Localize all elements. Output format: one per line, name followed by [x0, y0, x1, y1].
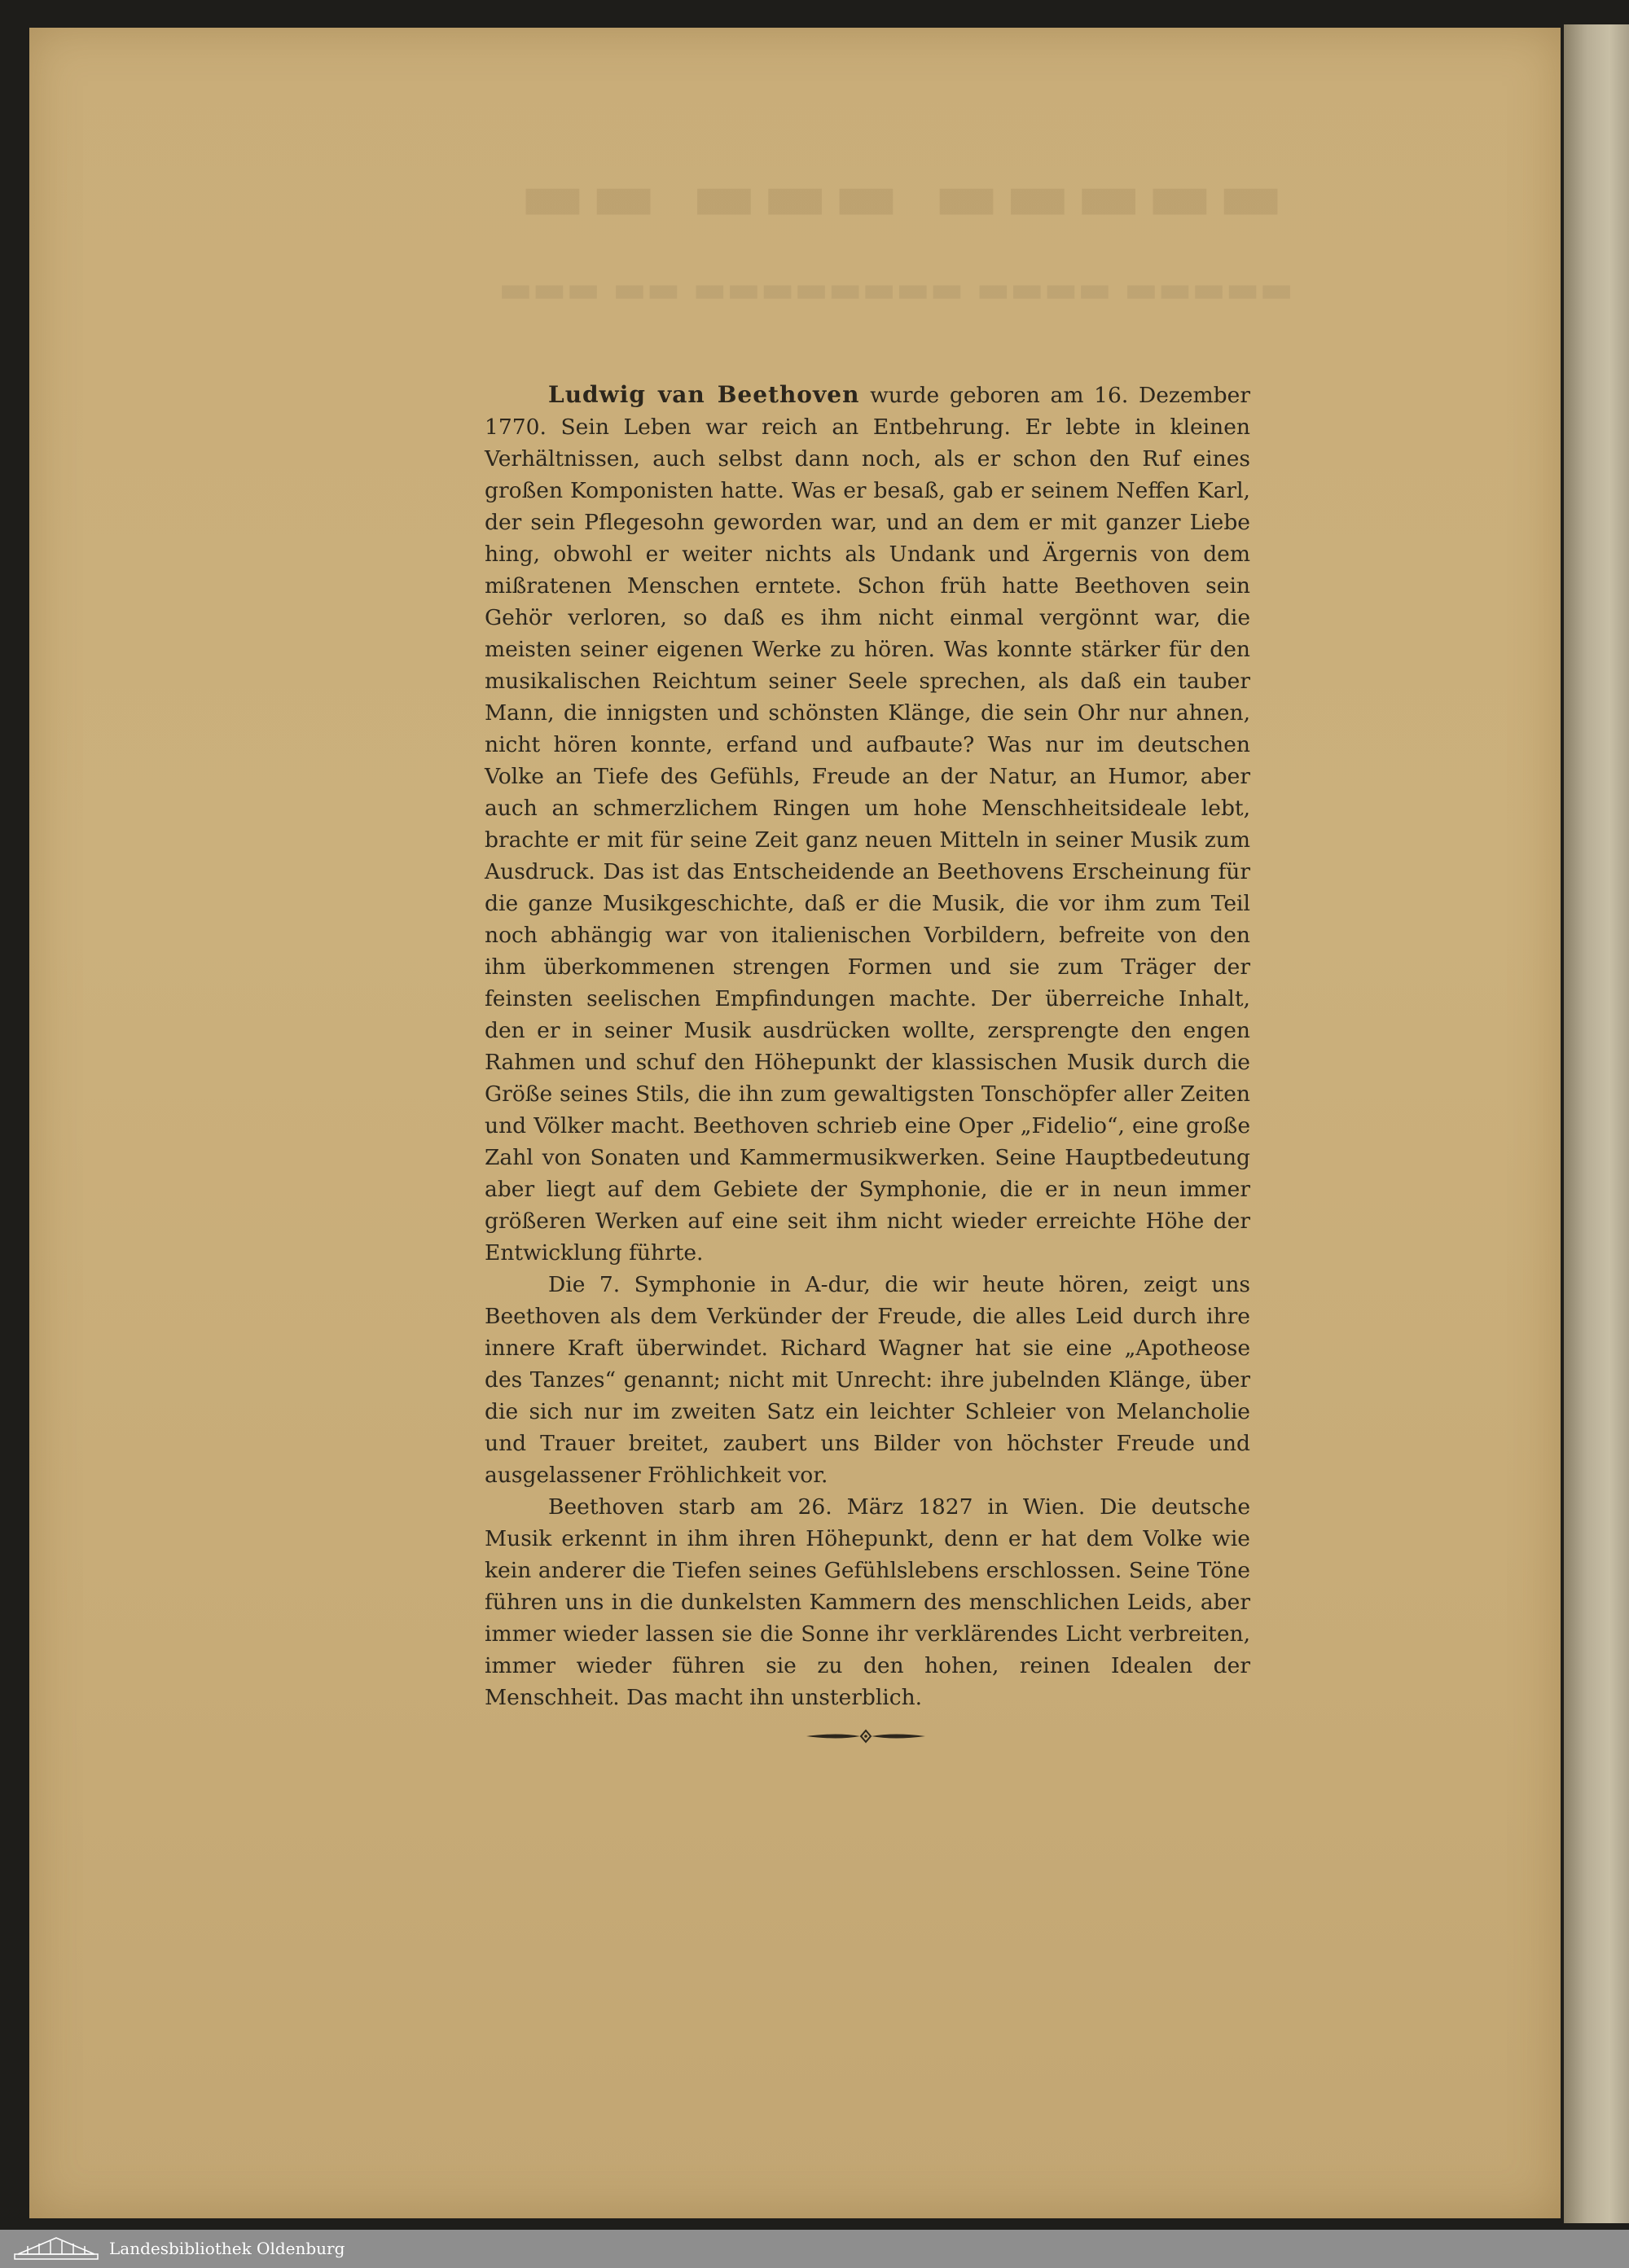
paragraph-3: Beethoven starb am 26. März 1827 in Wien. Die deutsche Musik erkennt in ihm ihren Höhepunkt, denn er hat dem Volke wie kein anderer die Tiefen seines Gefühlslebens erschlossen. Seine Töne führen uns in die dunkelsten Kammern des menschlichen Leids, aber immer wieder lassen sie die Sonne ihr verklärendes Licht verbreiten, immer wieder führen sie zu den hohen, reinen Idealen der Menschheit. Das macht ihn unsterblich. [485, 1494, 1250, 1710]
paragraph-2: Die 7. Symphonie in A-dur, die wir heute hören, zeigt uns Beethoven als dem Verkünder der Freude, die alles Leid durch ihre innere Kraft überwindet. Richard Wagner hat sie eine „Apotheose des Tanzes“ genannt; nicht mit Unrecht: ihre jubelnden Klänge, über die sich nur im zweiten Satz ein leichter Schleier von Melancholie und Trauer breitet, zaubert uns Bilder von höchster Freude und ausgelassener Fröhlichkeit vor. [485, 1272, 1250, 1488]
footer-bar [0, 2230, 1629, 2268]
book-spine-edge [1564, 24, 1629, 2223]
paragraph-1 [485, 379, 1250, 1269]
footer-institution-label: Landesbibliothek Oldenburg [109, 2239, 345, 2258]
article-body [485, 379, 1250, 1713]
bleed-through-subtitle-decoration: ▬▬▬ ▬▬ ▬▬▬▬▬▬▬▬ ▬▬▬▬ ▬▬▬▬▬ [498, 269, 1293, 310]
library-building-icon [11, 2235, 101, 2262]
bleed-through-title-decoration: ▬▬ ▬▬▬ ▬▬▬▬▬ [519, 155, 1289, 237]
ornamental-divider-icon [805, 1729, 927, 1744]
paragraph-1-text: wurde geboren am 16. Dezember 1770. Sein Leben war reich an Entbehrung. Er lebte in kleinen Verhältnissen, auch selbst dann noch, als er schon den Ruf eines großen Komponisten hatte. Was er besaß, gab er seinem Neffen Karl, der sein Pflegesohn geworden war, und an dem er mit ganzer Liebe hing, obwohl er weiter nichts als Undank und Ärgernis von dem mißratenen Menschen erntete. Schon früh hatte Beethoven sein Gehör verloren, so daß es ihm nicht einmal vergönnt war, die meisten seiner eigenen Werke zu hören. Was konnte stärker für den musikalischen Reichtum seiner Seele sprechen, als daß ein tauber Mann, die innigsten und schönsten Klänge, die sein Ohr nur ahnen, nicht hören konnte, erfand und aufbaute? Was nur im deutschen Volke an Tiefe des Gefühls, Freude an der Natur, an Humor, aber auch an schmerzlichem Ringen um hohe Menschheitsideale lebt, brachte er mit für seine Zeit ganz neuen Mitteln in seiner Musik zum Ausdruck. Das ist das Entscheidende an Beethovens Erscheinung für die ganze Musikgeschichte, daß er die Musik, die vor ihm zum Teil noch abhängig war von italienischen Vorbildern, befreite von den ihm überkommenen strengen Formen und sie zum Träger der feinsten seelischen Empfindungen machte. Der überreiche Inhalt, den er in seiner Musik ausdrücken wollte, zersprengte den engen Rahmen und schuf den Höhepunkt der klassischen Musik durch die Größe seines Stils, die ihn zum gewaltigsten Tonschöpfer aller Zeiten und Völker macht. Beethoven schrieb eine Oper „Fidelio“, eine große Zahl von Sonaten und Kammermusikwerken. Seine Hauptbedeutung aber liegt auf dem Gebiete der Symphonie, die er in neun immer größeren Werken auf eine seit ihm nicht wieder erreichte Höhe der Entwicklung führte. [485, 383, 1250, 1266]
lead-name: Ludwig van Beethoven [548, 381, 860, 408]
